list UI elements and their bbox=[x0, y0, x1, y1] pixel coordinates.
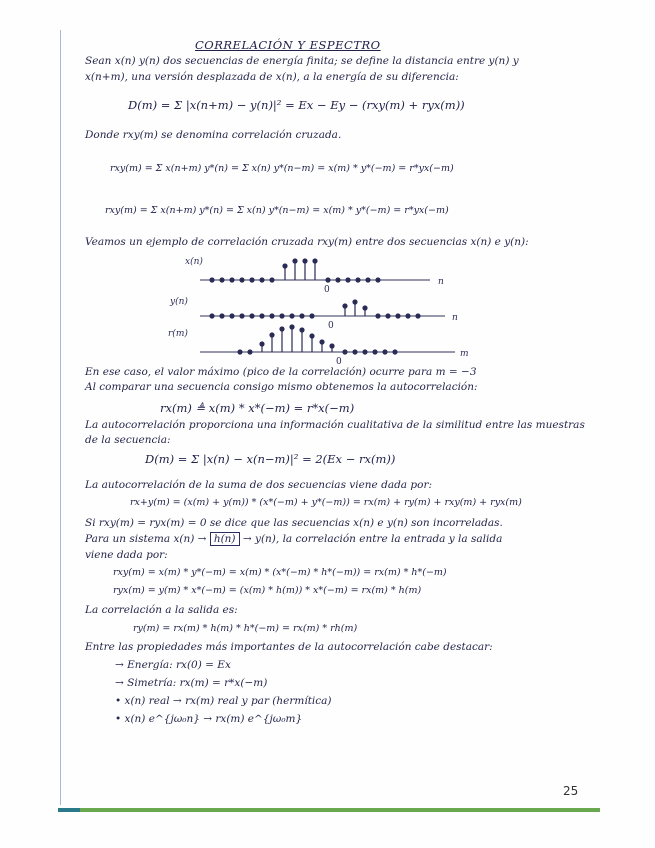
text-line: La autocorrelación de la suma de dos secuencias viene dada por: bbox=[85, 479, 433, 491]
property-item: → Simetría: rx(m) = r*x(−m) bbox=[115, 677, 268, 689]
text-line: Sean x(n) y(n) dos secuencias de energía finita; se define la distancia entre y(n) y bbox=[85, 55, 519, 67]
property-item: → Energía: rx(0) = Ex bbox=[115, 659, 231, 671]
property-item: • x(n) e^{jω₀n} → rx(m) e^{jω₀m} bbox=[115, 713, 303, 725]
page-number: 25 bbox=[563, 784, 579, 798]
text-line: La autocorrelación proporciona una información cualitativa de la similitud entre las muestras bbox=[85, 419, 585, 431]
plot-axis-label: m bbox=[460, 349, 469, 359]
text-line: Si rxy(m) = ryx(m) = 0 se dice que las secuencias x(n) e y(n) son incorreladas. bbox=[85, 517, 503, 529]
equation-sum-autocorrelation: rx+y(m) = (x(m) + y(m)) * (x*(−m) + y*(−m)) = rx(m) + ry(m) + rxy(m) + ryx(m) bbox=[130, 497, 522, 508]
text-line: La correlación a la salida es: bbox=[85, 604, 238, 616]
text-line: viene dada por: bbox=[85, 549, 168, 561]
plot-axis-label: n bbox=[438, 277, 444, 287]
text-line: Al comparar una secuencia consigo mismo obtenemos la autocorrelación: bbox=[85, 381, 478, 393]
plot-axis-label: n bbox=[452, 313, 458, 323]
equation-output-correlation: ry(m) = rx(m) * h(m) * h*(−m) = rx(m) * rh(m) bbox=[133, 623, 358, 634]
sequence-plot-x bbox=[160, 252, 460, 294]
equation-distance: D(m) = Σ |x(n+m) − y(n)|² = Ex − Ey − (rxy(m) + ryx(m)) bbox=[128, 98, 465, 112]
equation-distance-auto: D(m) = Σ |x(n) − x(n−m)|² = 2(Ex − rx(m)) bbox=[145, 452, 396, 466]
property-item: • x(n) real → rx(m) real y par (hermítica) bbox=[115, 695, 332, 707]
text-segment: Para un sistema x(n) → bbox=[85, 533, 207, 545]
text-line: Veamos un ejemplo de correlación cruzada rxy(m) entre dos secuencias x(n) e y(n): bbox=[85, 236, 529, 248]
equation-cross-correlation: rxy(m) = Σ x(n+m) y*(n) = Σ x(n) y*(n−m) = x(m) * y*(−m) = r*yx(−m) bbox=[110, 163, 454, 174]
page-title: CORRELACIÓN Y ESPECTRO bbox=[195, 38, 381, 52]
plot-zero-label: 0 bbox=[328, 321, 334, 331]
plot-zero-label: 0 bbox=[324, 285, 330, 295]
equation-cross-correlation-alt: rxy(m) = Σ x(n+m) y*(n) = Σ x(n) y*(n−m) = x(m) * y*(−m) = r*yx(−m) bbox=[105, 205, 449, 216]
equation-autocorrelation: rx(m) ≜ x(m) * x*(−m) = r*x(−m) bbox=[160, 401, 355, 415]
system-box: h(n) bbox=[210, 532, 240, 546]
equation-input-output-corr: rxy(m) = x(m) * y*(−m) = x(m) * (x*(−m) * h*(−m)) = rx(m) * h*(−m) bbox=[113, 567, 447, 578]
bottom-border bbox=[58, 808, 600, 812]
correlation-plot-r bbox=[160, 322, 480, 368]
plot-label-x: x(n) bbox=[185, 257, 203, 267]
equation-output-input-corr: ryx(m) = y(m) * x*(−m) = (x(m) * h(m)) * x*(−m) = rx(m) * h(m) bbox=[113, 585, 422, 596]
text-line: Entre las propiedades más importantes de la autocorrelación cabe destacar: bbox=[85, 641, 493, 653]
bottom-border-accent bbox=[58, 808, 80, 812]
text-line: x(n+m), una versión desplazada de x(n), a la energía de su diferencia: bbox=[85, 71, 459, 83]
plot-label-y: y(n) bbox=[170, 297, 188, 307]
text-line: Donde rxy(m) se denomina correlación cruzada. bbox=[85, 129, 342, 141]
text-segment: → y(n), la correlación entre la entrada y la salida bbox=[242, 533, 503, 545]
plot-zero-label: 0 bbox=[336, 357, 342, 367]
text-line: En ese caso, el valor máximo (pico de la correlación) ocurre para m = −3 bbox=[85, 366, 477, 378]
text-line: de la secuencia: bbox=[85, 434, 171, 446]
plot-label-r: r(m) bbox=[168, 329, 188, 339]
text-line-system bbox=[85, 533, 605, 546]
margin-line bbox=[60, 30, 61, 805]
